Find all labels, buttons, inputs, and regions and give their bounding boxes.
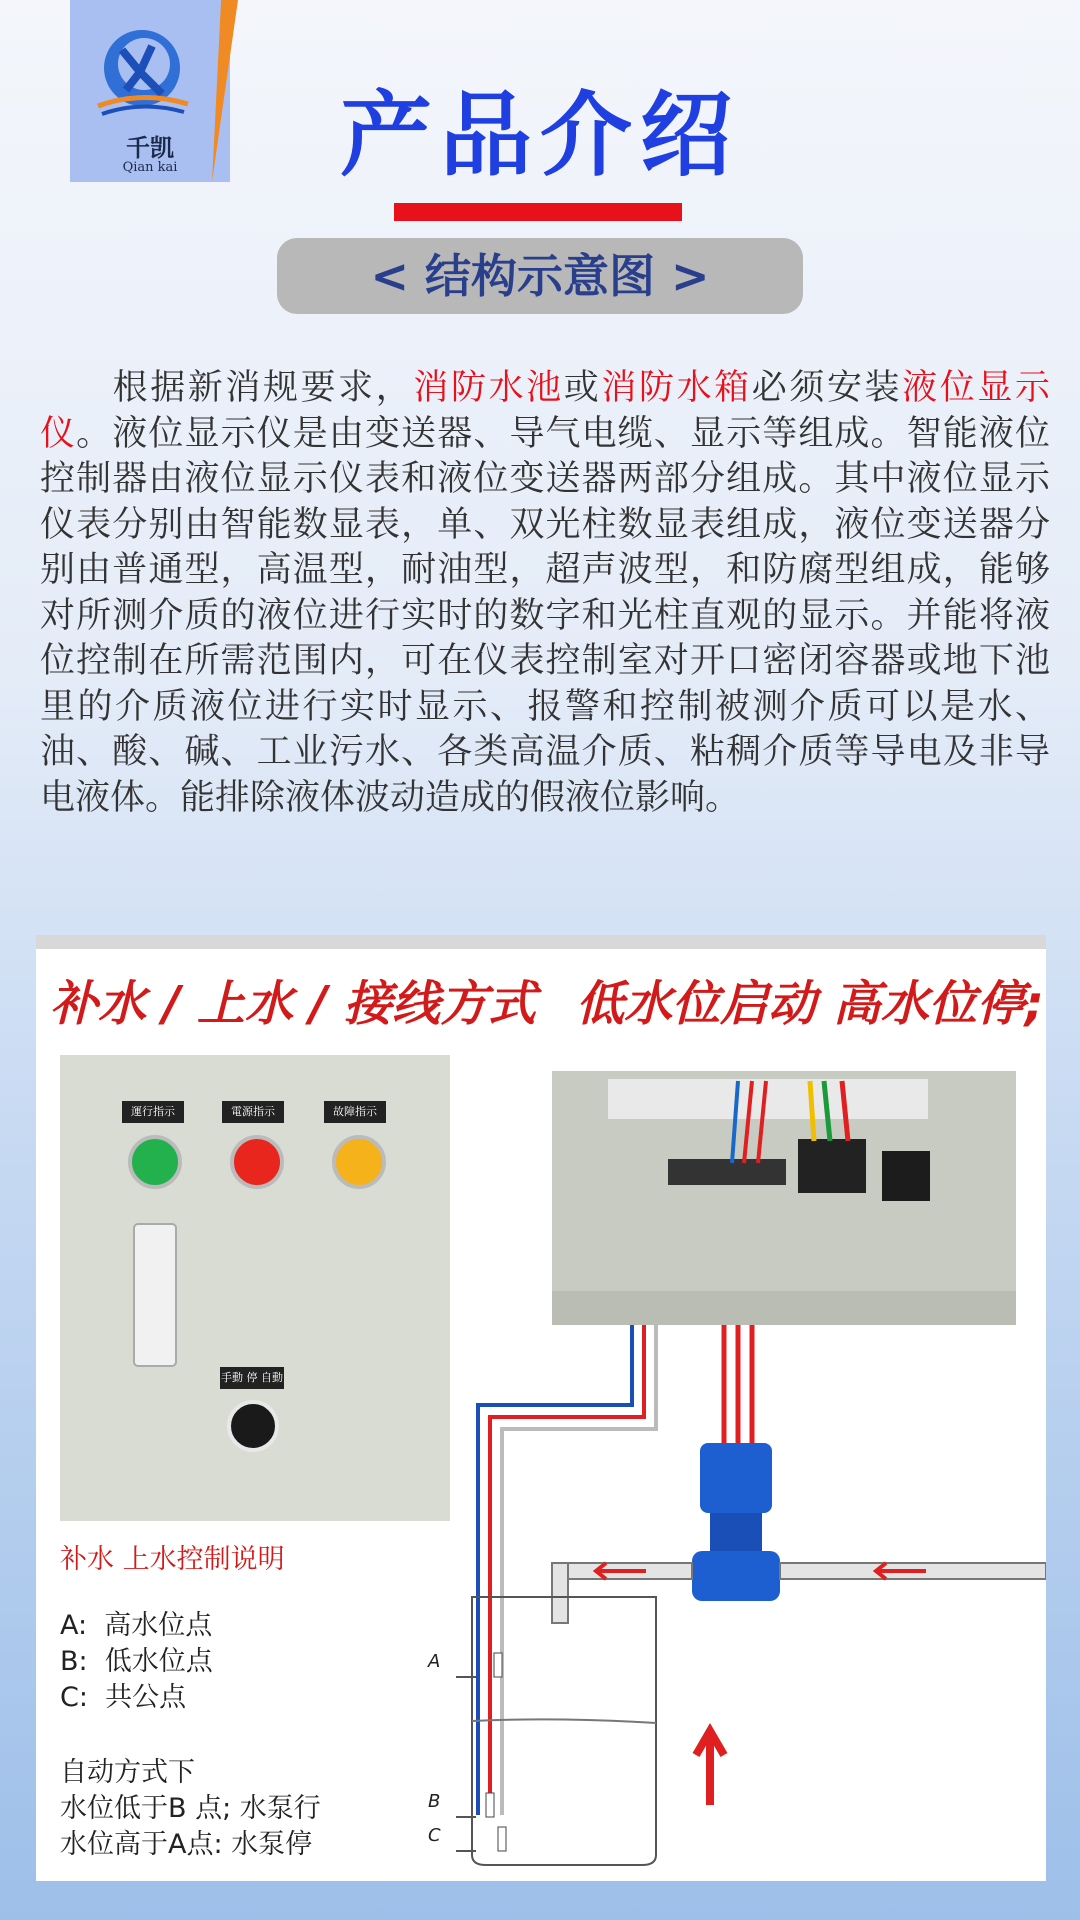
lamp-label-power: 電源指示 (222, 1101, 284, 1123)
section-label: < 结构示意图 > (277, 238, 803, 314)
intro-text-1: 根据新消规要求， (110, 368, 414, 408)
power-indicator-lamp (230, 1135, 284, 1189)
legend-text: 高水位点 (104, 1610, 213, 1641)
legend-key: A: (60, 1610, 88, 1641)
intro-paragraph (40, 366, 1050, 821)
legend-item-b (60, 1639, 213, 1678)
intro-text-3: 必须安装 (751, 368, 903, 408)
tank-pump-schematic (456, 1315, 1046, 1875)
legend-item-c (60, 1675, 186, 1714)
mode-line-low: 水位低于B 点; 水泵行 (60, 1793, 321, 1824)
control-caption: 补水 上水控制说明 (60, 1544, 285, 1575)
mode-line-high: 水位高于A点: 水泵停 (60, 1829, 313, 1860)
control-box-photo (60, 1055, 450, 1521)
door-lock-handle (133, 1223, 177, 1367)
fault-indicator-lamp (332, 1135, 386, 1189)
legend-key: B: (60, 1646, 88, 1677)
run-indicator-lamp (128, 1135, 182, 1189)
water-pump-icon (692, 1443, 780, 1601)
page-title: 产品介绍 (339, 82, 740, 189)
title-underline (394, 203, 682, 221)
switch-label: 手動 停 自動 (220, 1367, 284, 1389)
panel-top-border (36, 935, 1046, 949)
intro-text-2: 或 (563, 368, 602, 408)
probe-letter-a: A (428, 1651, 441, 1672)
legend-text: 低水位点 (104, 1646, 213, 1677)
legend-key: C: (60, 1682, 88, 1713)
brand-name-cn: 千凯 (126, 134, 174, 162)
wiring-diagram-panel (36, 935, 1046, 1881)
probe-letter-c: C (428, 1825, 441, 1846)
mode-title: 自动方式下 (60, 1757, 195, 1788)
lamp-label-fault: 故障指示 (324, 1101, 386, 1123)
lamp-label-run: 運行指示 (122, 1101, 184, 1123)
legend-text: 共公点 (105, 1682, 187, 1713)
brand-name-en: Qian kai (122, 160, 178, 175)
intro-text-4: 。液位显示仪是由变送器、导气电缆、显示等组成。智能液位控制器由液位显示仪表和液位变送器两部分组成。其中液位显示仪表分别由智能数显表，单、双光柱数显表组成，液位变送器分别由普通型，高温型，耐油型，超声波型，和防腐型组成，能够对所测介质的液位进行实时的数字和光柱直观的显示。并能将液位控制在所需范围内，可在仪表控制室对开口密闭容器或地下池里的介质液位进行实时显示、报警和控制被测介质可以是水、油、酸、碱、工业污水、各类高温介质、粘稠介质等导电及非导电液体。能排除液体波动造成的假液位影响。 (40, 413, 1050, 818)
terminal-wiring-icon (552, 1071, 1016, 1325)
intro-highlight-display: 液位显示仪 (40, 368, 1050, 454)
wiring-cabinet-photo (552, 1071, 1016, 1325)
intro-highlight-tank: 消防水箱 (601, 368, 752, 408)
probe-letter-b: B (428, 1791, 441, 1812)
intro-highlight-pool: 消防水池 (413, 368, 564, 408)
diagram-heading-left: 补水 / 上水 / 接线方式 (50, 976, 536, 1032)
mode-selector-knob (227, 1400, 279, 1452)
legend-item-a (60, 1603, 212, 1642)
diagram-heading-right: 低水位启动 高水位停; (576, 976, 1044, 1032)
